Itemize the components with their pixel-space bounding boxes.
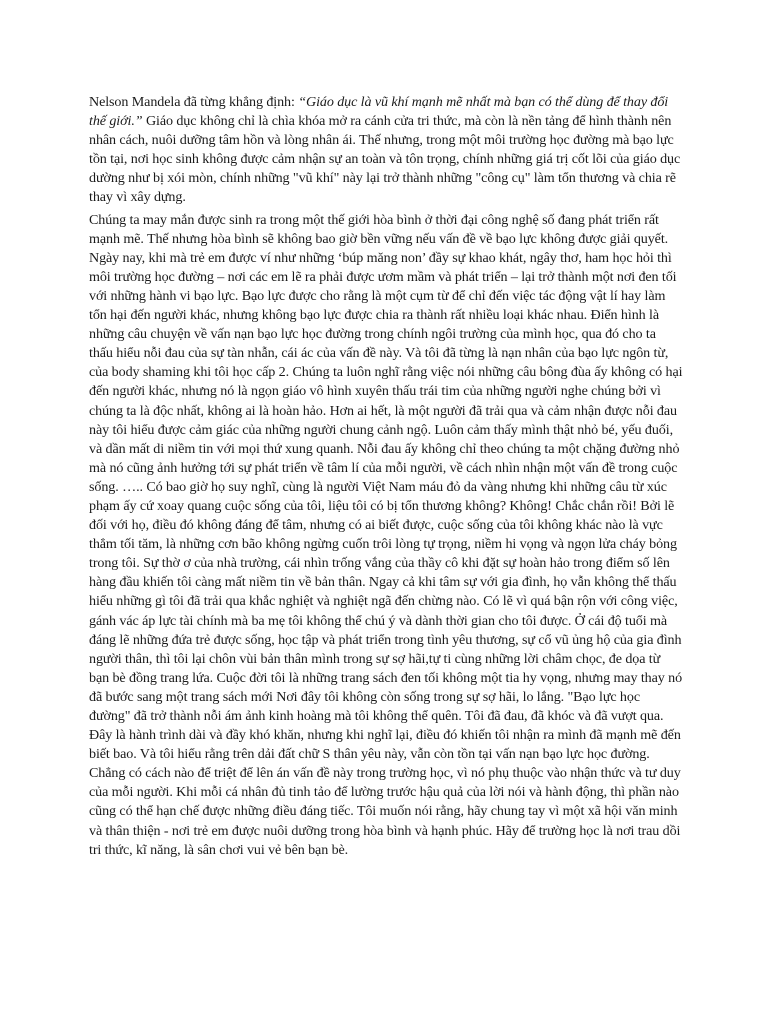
intro-text: Nelson Mandela đã từng khẳng định: [89,94,299,110]
document-page [89,93,683,863]
paragraph-body: Chúng ta may mắn được sinh ra trong một thế giới hòa bình ở thời đại công nghệ số đang phát triển rất mạnh mẽ. Thế nhưng hòa bình sẽ không bao giờ bền vững nếu vấn đề về bạo lực không được giải quyết. Ngày nay, khi mà trẻ em được ví như những ‘búp măng non’ đầy sự khao khát, ngây thơ, ham học hỏi thì môi trường học đường – nơi các em lẽ ra phải được ươm mầm và phát triển – lại trở thành một nơi đen tối với những hành vi bạo lực. Bạo lực được cho rằng là một cụm từ để chỉ đến việc tác động vật lí hay làm tổn hại đến người khác, nhưng không bạo lực được chia ra thành rất nhiều loại khác nhau. Điển hình là những câu chuyện về vấn nạn bạo lực học đường trong chính ngôi trường của mình học, qua đó cho ta thấu hiểu nỗi đau của sự tàn nhẫn, cái ác của vấn đề này. Và tôi đã từng là nạn nhân của bạo lực ngôn từ, của body shaming khi tôi học cấp 2. Chúng ta luôn nghĩ rằng việc nói những câu bông đùa ấy không có hại đến người khác, nhưng nó là ngọn giáo vô hình xuyên thấu trái tim của những người nghe chúng bởi vì chúng ta là độc nhất, không ai là hoàn hảo. Hơn ai hết, là một người đã trải qua và cảm nhận được nỗi đau này tôi hiểu được cảm giác của những người chung cảnh ngộ. Luôn cảm thấy mình thật nhỏ bé, yếu đuối, và dần mất di niềm tin với mọi thứ xung quanh. Nỗi đau ấy không chỉ theo chúng ta một chặng đường nhỏ mà nó cũng ảnh hưởng tới sự phát triển về tâm lí của mỗi người, về cách nhìn nhận một vấn đề trong cuộc sống. ….. Có bao giờ họ suy nghĩ, cùng là người Việt Nam máu đỏ da vàng nhưng khi những câu từ xúc phạm ấy cứ xoay quang cuộc sống của tôi, liệu tôi có bị tổn thương không? Không! Chắc chắn rồi! Bởi lẽ đối với họ, điều đó không đáng để tâm, nhưng có ai biết được, cuộc sống của tôi không khác nào là vực thẳm tối tăm, là những cơn bão không ngừng cuốn trôi lòng tự trọng, niềm hi vọng và ngọn lửa cháy bỏng trong tôi. Sự thờ ơ của nhà trường, cái nhìn trống vắng của thầy cô khi đặt sự hoàn hảo trong điểm số lên hàng đầu khiến tôi càng mất niềm tin về bản thân. Ngay cả khi tâm sự với gia đình, họ vẫn không thể thấu hiểu những gì tôi đã trải qua khắc nghiệt và nghiệt ngã đến chừng nào. Có lẽ vì quá bận rộn với công việc, gánh vác áp lực tài chính mà ba mẹ tôi không thể chú ý và dành thời gian cho tôi được. Ở cái độ tuổi mà đáng lẽ những đứa trẻ được sống, học tập và phát triển trong tình yêu thương, sự cổ vũ ủng hộ của gia đình người thân, thì tôi lại chôn vùi bản thân mình trong sự sợ hãi,tự ti cùng những lời châm chọc, đe dọa từ bạn bè đồng trang lứa. Cuộc đời tôi là những trang sách đen tối không một tia hy vọng, nhưng may thay nó đã bước sang một trang sách mới Nơi đây tôi không còn sống trong sự sợ hãi, lo lắng. "Bạo lực học đường" đã trở thành nỗi ám ảnh kinh hoàng mà tôi không thể quên. Tôi đã đau, đã khóc và đã vượt qua. Đây là hành trình dài và đầy khó khăn, nhưng khi nghĩ lại, điều đó khiến tôi nhận ra mình đã mạnh mẽ đến biết bao. Và tôi hiểu rằng trên dải đất chữ S thân yêu này, vẫn còn tồn tại vấn nạn bạo lực học đường. Chẳng có cách nào để triệt để lên án vấn đề này trong trường học, vì nó phụ thuộc vào nhận thức và tư duy của mỗi người. Khi mỗi cá nhân đủ tinh tảo để lường trước hậu quả của lời nói và hành động, thì phần nào cũng có thể hạn chế được những điều đáng tiếc. Tôi muốn nói rằng, hãy chung tay vì một xã hội văn minh và thân thiện - nơi trẻ em được nuôi dưỡng trong hòa bình và hạnh phúc. Hãy để trường học là nơi trau dồi tri thức, kĩ năng, là sân chơi vui vẻ bên bạn bè. [89,211,683,858]
paragraph-intro [89,93,683,208]
mandela-quote: “Giáo dục là vũ khí mạnh mẽ nhất mà bạn có thể dùng để thay đổi thế giới.” [89,94,669,130]
intro-continuation: Giáo dục không chỉ là chìa khóa mở ra cánh cửa tri thức, mà còn là nền tảng để hình thành nên nhân cách, nuôi dưỡng tâm hồn và lòng nhân ái. Thế nhưng, trong một môi trường học đường mà bạo lực tồn tại, nơi học sinh không được cảm nhận sự an toàn và tôn trọng, chính những giá trị cốt lõi của giáo dục dường như bị xói mòn, chính những "vũ khí" này lại trở thành những "công cụ" làm tổn thương và chia rẽ thay vì xây dựng. [89,113,681,206]
